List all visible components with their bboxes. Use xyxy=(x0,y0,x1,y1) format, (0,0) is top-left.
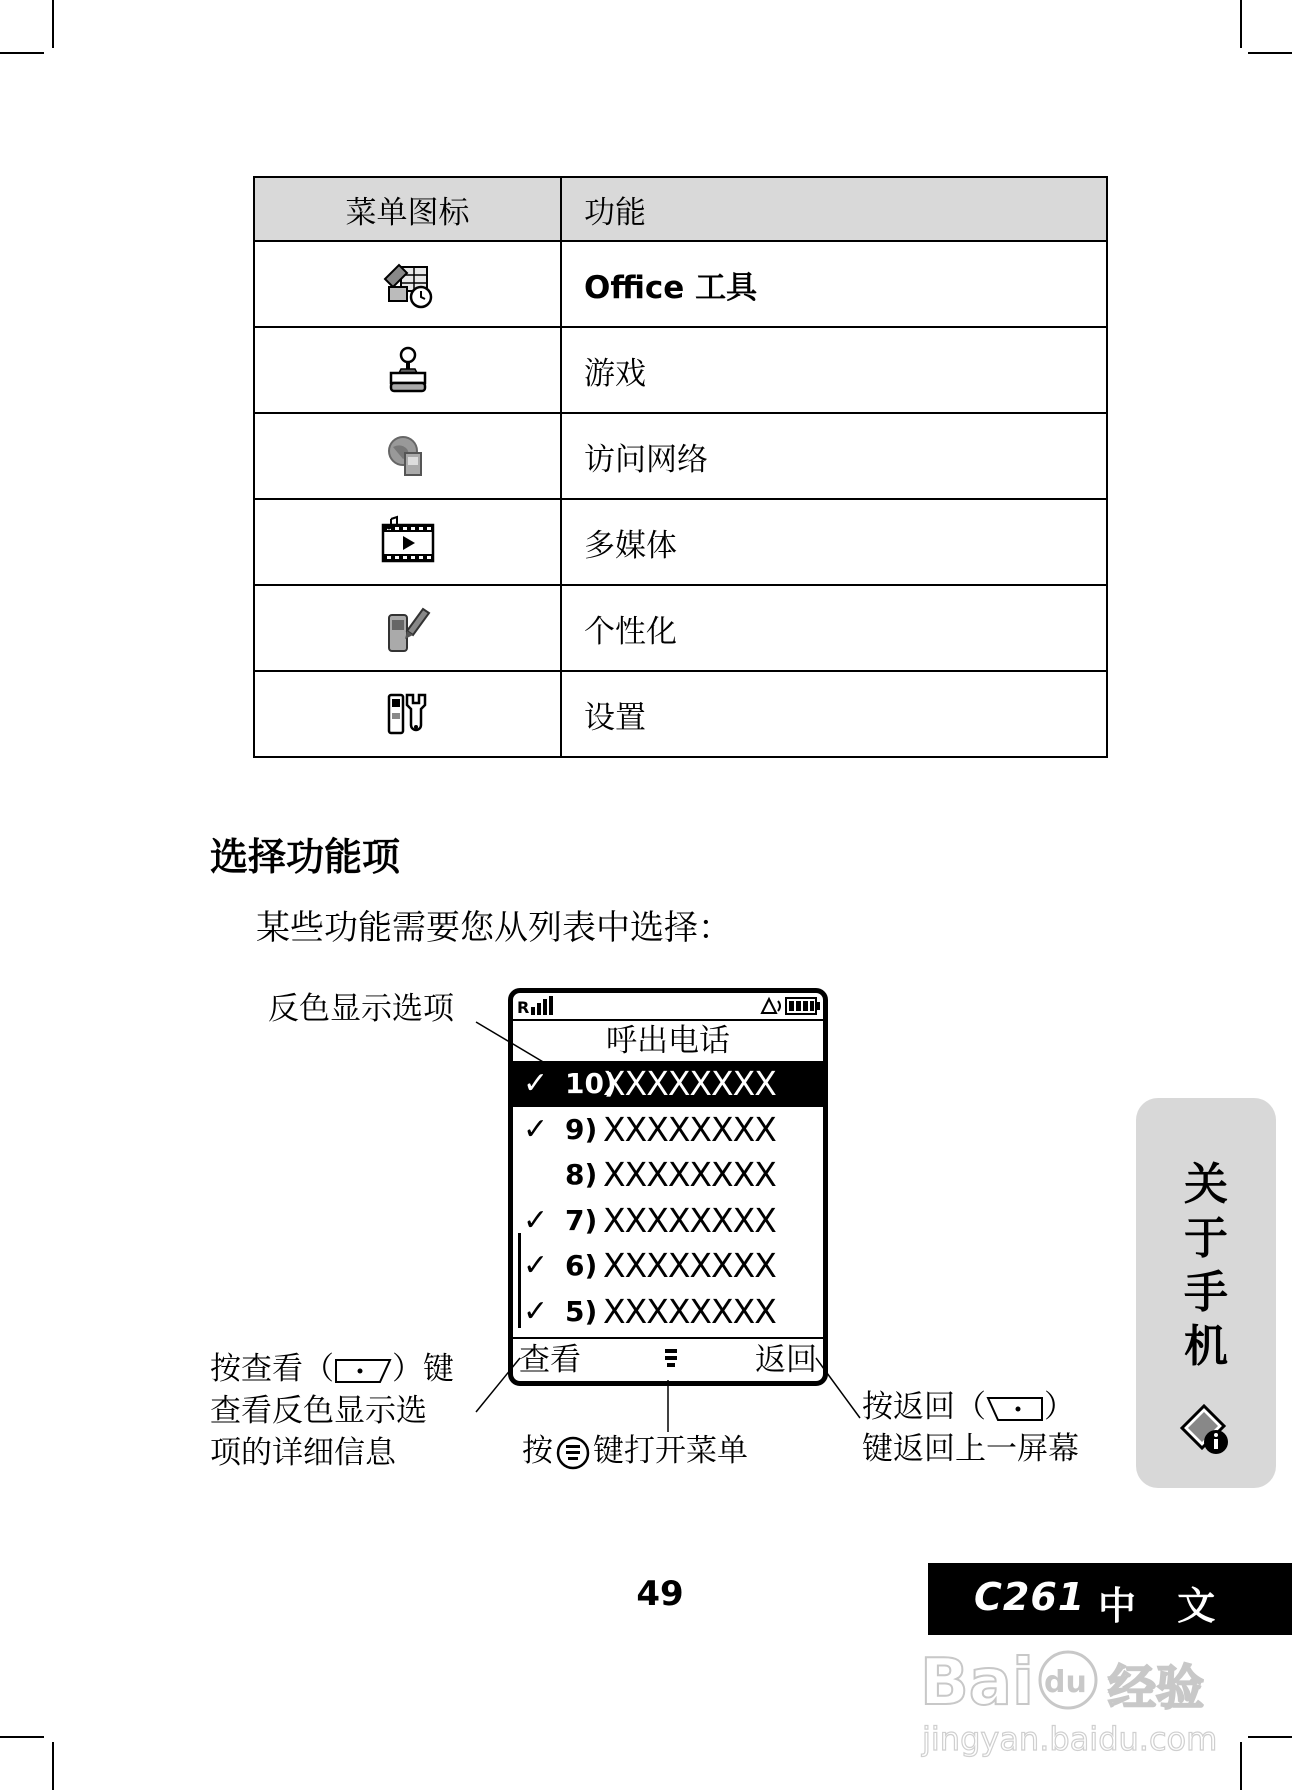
item-number: 9) xyxy=(565,1112,598,1146)
callout-back-text: ） xyxy=(1044,1389,1075,1425)
check-mark: ✓ xyxy=(523,1111,549,1147)
side-tab-char: 手 xyxy=(1184,1267,1228,1318)
item-text: XXXXXXXX xyxy=(603,1155,776,1194)
svg-text:经验: 经验 xyxy=(1108,1660,1205,1716)
callout-view-text: 按查看（ xyxy=(210,1351,334,1387)
function-label: 游戏 xyxy=(561,327,1107,413)
callout-highlight: 反色显示选项 xyxy=(268,991,454,1027)
callout-view-text: ）键 xyxy=(392,1351,454,1387)
left-softkey-icon xyxy=(334,1356,392,1386)
baidu-jingyan-watermark xyxy=(918,1632,1218,1762)
item-text: XXXXXXXX xyxy=(603,1291,776,1331)
back-softkey[interactable]: 返回 xyxy=(755,1342,817,1378)
function-label: 多媒体 xyxy=(561,499,1107,585)
item-number: 6) xyxy=(565,1249,598,1282)
chapter-side-tab xyxy=(1136,1098,1276,1488)
callout-view xyxy=(210,1348,454,1474)
item-text: XXXXXXXX xyxy=(603,1246,776,1285)
model-name: C261 xyxy=(974,1575,1086,1619)
svg-text:Bai: Bai xyxy=(920,1646,1034,1720)
screen-title: 呼出电话 xyxy=(513,1019,823,1063)
svg-text:jingyan.baidu.com: jingyan.baidu.com xyxy=(922,1720,1218,1758)
callout-back xyxy=(862,1386,1079,1470)
footer-model-bar xyxy=(928,1563,1292,1635)
item-text: XXXXXXXX xyxy=(603,1064,776,1103)
right-softkey-icon xyxy=(986,1394,1044,1424)
side-tab-char: 机 xyxy=(1184,1321,1228,1372)
function-label: Office 工具 xyxy=(561,241,1107,327)
language-label: 中 文 xyxy=(1098,1584,1230,1628)
callout-back-text: 按返回（ xyxy=(862,1389,986,1425)
item-text: XXXXXXXX xyxy=(603,1109,776,1149)
item-number: 10) xyxy=(565,1067,617,1100)
item-number: 8) xyxy=(565,1158,598,1191)
intro-text: 某些功能需要您从列表中选择： xyxy=(256,908,732,948)
svg-text:du: du xyxy=(1044,1665,1087,1700)
item-text: XXXXXXXX xyxy=(603,1200,776,1240)
callout-menu-text: 键打开菜单 xyxy=(593,1433,748,1469)
view-softkey[interactable]: 查看 xyxy=(519,1342,581,1378)
callout-menu-text: 按 xyxy=(522,1433,553,1469)
menu-button-icon xyxy=(553,1435,593,1471)
column-header-icon: 菜单图标 xyxy=(254,177,561,241)
function-label: 个性化 xyxy=(561,585,1107,671)
side-tab-char: 关 xyxy=(1184,1159,1228,1210)
check-mark: ✓ xyxy=(523,1293,549,1329)
side-tab-char: 于 xyxy=(1184,1213,1228,1264)
column-header-function: 功能 xyxy=(561,177,1107,241)
check-mark: ✓ xyxy=(523,1066,549,1101)
function-label: 设置 xyxy=(561,671,1107,757)
page-number: 49 xyxy=(636,1574,684,1614)
check-mark: ✓ xyxy=(523,1248,549,1283)
check-mark: ✓ xyxy=(523,1202,549,1238)
svg-text:R: R xyxy=(517,998,530,1017)
item-number: 7) xyxy=(565,1203,598,1237)
callout-view-text: 查看反色显示选 xyxy=(210,1393,427,1429)
item-number: 5) xyxy=(565,1294,598,1328)
callout-menu xyxy=(522,1430,748,1472)
phone-info-icon xyxy=(1174,1398,1238,1462)
section-title: 选择功能项 xyxy=(210,835,401,879)
callout-back-text: 键返回上一屏幕 xyxy=(862,1431,1079,1467)
function-label: 访问网络 xyxy=(561,413,1107,499)
callout-view-text: 项的详细信息 xyxy=(210,1435,396,1471)
